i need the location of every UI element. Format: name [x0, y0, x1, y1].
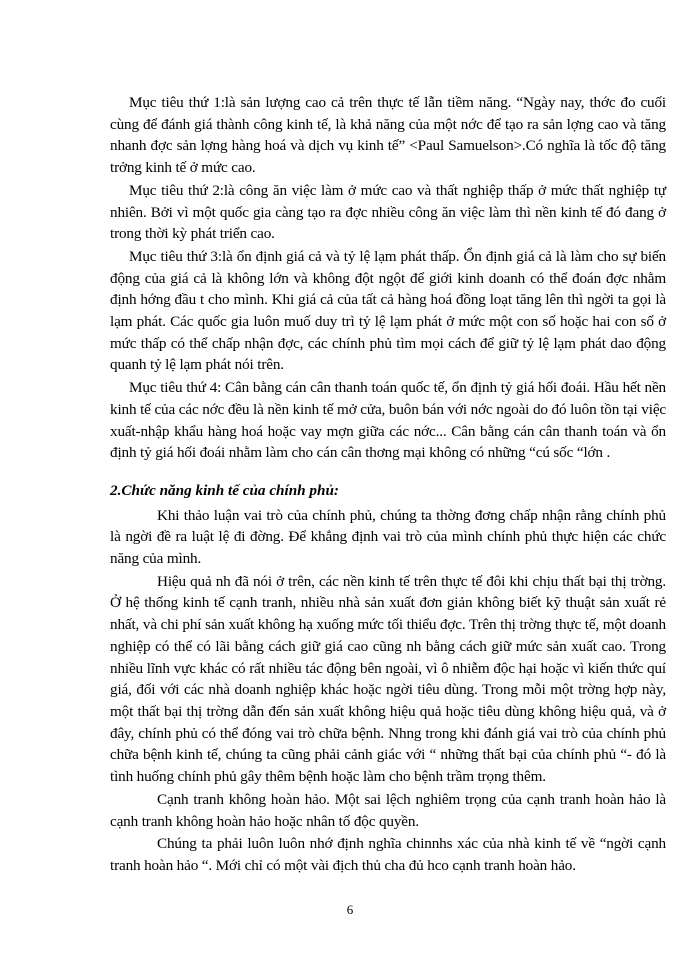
paragraph-goal-3: Mục tiêu thứ 3:là ổn định giá cả và tỷ lệ lạm phát thấp. Ổn định giá cả là làm cho sự biến động của giá cả là không lớn và không đột ngột để giới kinh doanh có thể đoán đợc nhằm định hớng đầu t cho mình. Khi giá cả của tất cả hàng hoá đồng loạt tăng lên thì ngời ta gọi là lạm phát. Các quốc gia luôn muố duy trì tỷ lệ lạm phát ở mức một con số hoặc hai con số ở mức thấp có thể chấp nhận đợc, các chính phủ tìm mọi cách để giữ tỷ lệ lạm phát dao động quanh tỷ lệ lạm phát nói trên.	[110, 247, 666, 374]
paragraph-imperfect-competition: Cạnh tranh không hoàn hảo. Một sai lệch nghiêm trọng của cạnh tranh hoàn hảo là cạnh tranh không hoàn hảo hoặc nhân tố độc quyền.	[110, 790, 666, 830]
paragraph-perfect-competitor-definition: Chúng ta phải luôn luôn nhớ định nghĩa chinnhs xác của nhà kinh tế về “ngời cạnh tranh hoàn hảo “. Mới chỉ có một vài địch thủ cha đủ hco cạnh tranh hoàn hảo.	[110, 835, 666, 874]
paragraph-government-role: Khi thảo luận vai trò của chính phủ, chúng ta thờng đơng chấp nhận rằng chính phủ là ngời đề ra luật lệ đi đờng. Để khẳng định vai trò của mình chính phủ thực hiện các chức năng của mình.	[110, 506, 666, 568]
document-page	[110, 92, 666, 878]
paragraph-efficiency: Hiệu quả nh đã nói ở trên, các nền kinh tế trên thực tế đôi khi chịu thất bại thị trờng. Ở hệ thống kinh tế cạnh tranh, nhiều nhà sản xuất đơn giản không biết kỹ thuật sản xuất rẻ nhất, và chi phí sản xuất không hạ xuống mức tối thiểu đợc. Trên thị trờng thực tế, một doanh nghiệp có thể có lãi bằng cách giữ giá cao cũng nh bằng cách giữ mức sản xuất cao. Trong nhiều lĩnh vực khác có rất nhiều tác động bên ngoài, vì ô nhiễm độc hại hoặc vì kiến thức quí giá, đối với các nhà doanh nghiệp khác hoặc ngời tiêu dùng. Trong mỗi một trờng hợp này, một thất bại thị trờng dẫn đến sản xuất không hiệu quả hoặc tiêu dùng không hiệu quả, và ở đây, chính phủ có thể đóng vai trò chữa bệnh. Nhng trong khi đánh giá vai trò của chính phủ chữa bệnh kinh tế, chúng ta cũng phải cảnh giác với “ những thất bại của chính phủ “- đó là tình huống chính phủ gây thêm bệnh hoặc làm cho bệnh trầm trọng thêm.	[110, 572, 666, 786]
paragraph-goal-2: Mục tiêu thứ 2:là công ăn việc làm ở mức cao và thất nghiệp thấp ở mức thất nghiệp tự nhiên. Bởi vì một quốc gia càng tạo ra đợc nhiều công ăn việc làm thì nền kinh tế đó đang ở trong thời kỳ phát triển cao.	[110, 181, 666, 243]
paragraph-goal-4: Mục tiêu thứ 4: Cân bằng cán cân thanh toán quốc tế, ổn định tỷ giá hối đoái. Hầu hết nền kinh tế của các nớc đều là nền kinh tế mở cửa, buôn bán với nớc ngoài do đó luôn tồn tại việc xuất-nhập khẩu hàng hoá hoặc vay mợn giữa các nớc... Cân bằng cán cân thanh toán và ổn định tỷ giá hối đoái nhằm làm cho cán cân thơng mại không có những “cú sốc “lớn .	[110, 379, 666, 462]
paragraph-goal-1: Mục tiêu thứ 1:là sản lượng cao cả trên thực tế lẫn tiềm năng. “Ngày nay, thớc đo cuối cùng để đánh giá thành công kinh tế, là khả năng của một nớc để tạo ra sản lợng cao và tăng nhanh đợc sản lợng hàng hoá và dịch vụ kinh tế” <Paul Samuelson>.Có nghĩa là tốc độ tăng trởng kinh tế ở mức cao.	[110, 94, 666, 177]
section-heading: 2.Chức năng kinh tế của chính phủ:	[110, 481, 339, 499]
page-number: 6	[346, 902, 354, 917]
